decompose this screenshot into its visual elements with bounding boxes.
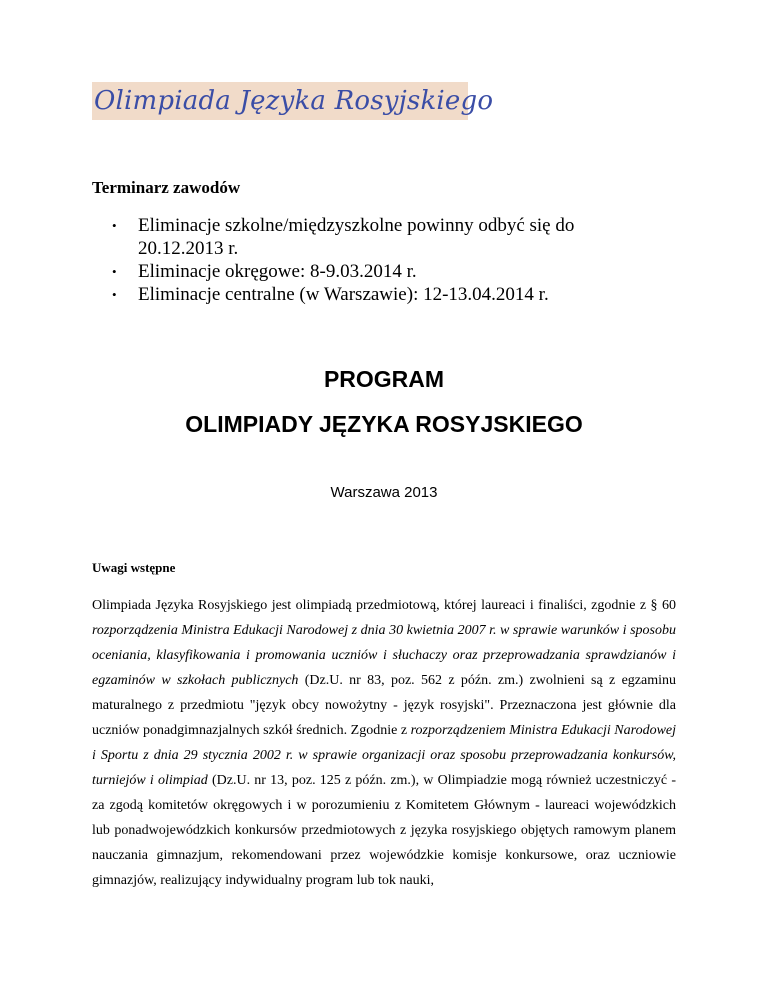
olympiad-banner [92,82,494,120]
bullet-icon: • [112,287,117,302]
intro-text: (Dz.U. nr 83, poz. 562 z późn. zm.) zwolnieni są z egzaminu maturalnego z przedmiotu "język obcy nowożytny - język rosyjski". Przeznaczona jest głównie dla uczniów ponadgimnazjalnych szkół średnich. Zgodnie z [92,673,677,738]
schedule-item-text: Eliminacje centralne (w Warszawie): 12-13.04.2014 r. [138,284,549,305]
bullet-icon: • [112,264,117,279]
intro-text: (Dz.U. nr 13, poz. 125 z późn. zm.), w Olimpiadzie mogą również uczestniczyć - za zgodą komitetów okręgowych i w porozumieniu z Komitetem Głównym - laureaci wojewódzkich lub ponadwojewódzkich konkursów przedmiotowych z języka rosyjskiego objętych ramowym planem nauczania gimnazjum, rekomendowani przez wojewódzkie komisje konkursowe, oraz uczniowie gimnazjów, realizujący indywidualny program lub tok nauki, [92,773,677,888]
list-item [92,283,652,306]
schedule-list [92,214,652,306]
list-item [92,260,652,283]
place-date: Warszawa 2013 [330,484,438,501]
banner-title: Olimpiada Języka Rosyjskiego [94,86,494,116]
intro-regulation-citation: rozporządzenia Ministra Edukacji Narodowej z dnia 30 kwietnia 2007 r. w sprawie warunków i sposobu oceniania, klasyfikowania i promowania uczniów i słuchaczy oraz przeprowadzania sprawdzianów i egzaminów w szkołach publicznych [92,623,676,688]
list-item [92,214,652,260]
schedule-item-text: Eliminacje okręgowe: 8-9.03.2014 r. [138,261,417,282]
bullet-icon: • [112,218,117,233]
intro-regulation-citation: rozporządzeniem Ministra Edukacji Narodowej i Sportu z dnia 29 stycznia 2002 r. w sprawie organizacji oraz sposobu przeprowadzania konkursów, turniejów i olimpiad [92,723,677,788]
intro-title: Uwagi wstępne [92,560,176,575]
program-subheading: OLIMPIADY JĘZYKA ROSYJSKIEGO [185,411,583,437]
schedule-item-text: Eliminacje szkolne/międzyszkolne powinny odbyć się do 20.12.2013 r. [138,215,575,259]
intro-paragraph [92,593,676,893]
schedule-title: Terminarz zawodów [92,178,241,197]
intro-text: Olimpiada Języka Rosyjskiego jest olimpiadą przedmiotową, której laureaci i finaliści, zgodnie z § 60 [92,598,676,613]
program-heading: PROGRAM [323,366,445,392]
